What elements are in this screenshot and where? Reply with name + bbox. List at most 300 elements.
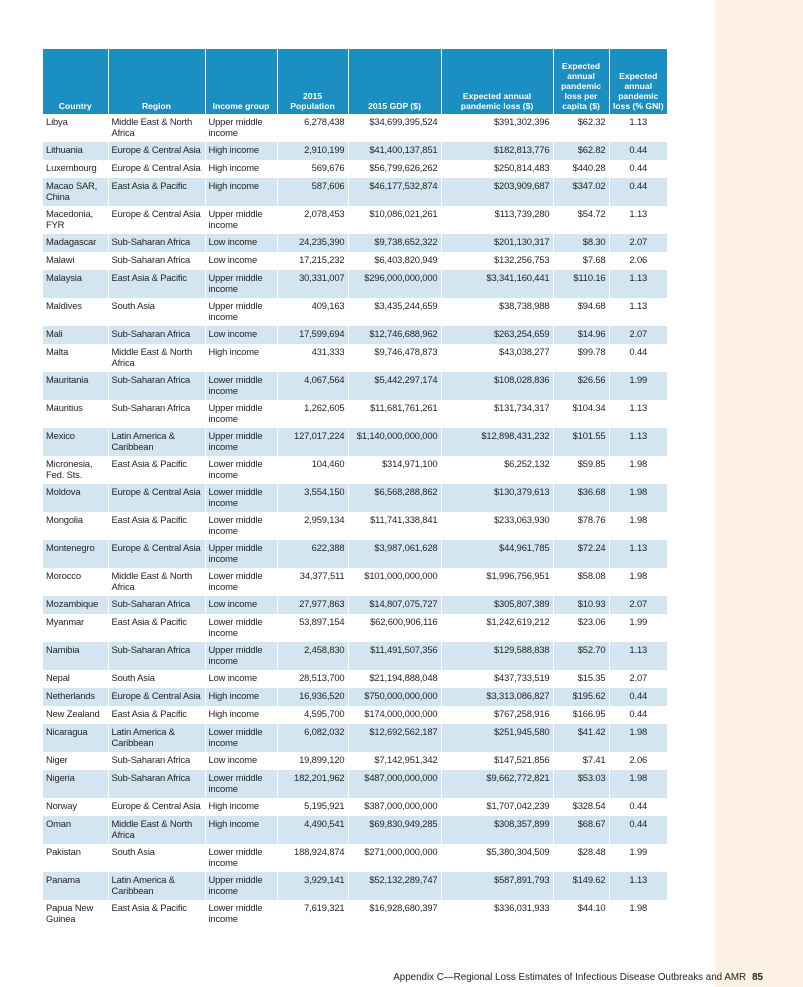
cell-region: Europe & Central Asia [108,142,205,160]
table-row [43,540,667,568]
cell-country: Namibia [43,642,108,670]
cell-population: 4,490,541 [277,816,348,844]
cell-region: East Asia & Pacific [108,900,205,928]
cell-income-group: High income [205,816,277,844]
cell-loss-gni: 1.99 [609,372,667,400]
cell-gdp: $16,928,680,397 [348,900,441,928]
cell-region: East Asia & Pacific [108,270,205,298]
table-row [43,484,667,512]
cell-loss-per-capita: $101.55 [553,428,609,456]
cell-loss-per-capita: $54.72 [553,206,609,234]
cell-pandemic-loss: $38,738,988 [441,298,553,326]
cell-country: Micronesia, Fed. Sts. [43,456,108,484]
cell-loss-per-capita: $15.35 [553,670,609,688]
cell-region: Latin America & Caribbean [108,428,205,456]
cell-loss-per-capita: $110.16 [553,270,609,298]
table-row [43,816,667,844]
cell-income-group: Low income [205,752,277,770]
cell-loss-gni: 2.06 [629,254,648,265]
cell-income-group: Upper middle income [205,298,277,326]
cell-region: South Asia [108,298,205,326]
cell-country: Malta [43,344,108,372]
cell-gdp: $10,086,021,261 [348,206,441,234]
cell-loss-gni: 1.13 [609,642,667,670]
cell-loss-gni: 2.06 [629,754,648,765]
cell-loss-per-capita: $347.02 [553,178,609,206]
cell-population: 622,388 [277,540,348,568]
cell-loss-gni: 0.44 [609,142,667,160]
cell-income-group: Low income [205,252,277,270]
cell-income-group: Low income [205,596,277,614]
cell-population: 188,924,874 [277,844,348,872]
cell-region: South Asia [108,844,205,872]
cell-country: Mexico [43,428,108,456]
table-row [43,596,667,614]
table-row [43,428,667,456]
cell-region: Europe & Central Asia [108,688,205,706]
loss-estimates-table-container [43,49,667,928]
table-header [43,49,667,114]
cell-income-group: Upper middle income [205,540,277,568]
cell-country: Macao SAR, China [43,178,108,206]
table-row [43,512,667,540]
cell-loss-gni: 1.98 [629,902,648,913]
cell-population: 2,959,134 [277,512,348,540]
cell-pandemic-loss: $1,707,042,239 [441,798,553,816]
cell-population: 30,331,007 [277,270,348,298]
cell-loss-gni: 0.44 [629,800,648,811]
cell-pandemic-loss: $250,814,483 [441,160,553,178]
cell-pandemic-loss: $201,130,317 [441,234,553,252]
cell-population: 127,017,224 [277,428,348,456]
cell-region: East Asia & Pacific [108,456,205,484]
cell-pandemic-loss: $6,252,132 [441,456,553,484]
cell-income-group: Low income [205,670,277,688]
cell-loss-per-capita: $440.28 [553,160,609,178]
table-row [43,872,667,900]
cell-region: Middle East & North Africa [108,114,205,142]
table-row [43,844,667,872]
cell-region: East Asia & Pacific [108,512,205,540]
cell-country: Niger [43,752,108,770]
cell-gdp: $14,807,075,727 [348,596,441,614]
loss-estimates-table [43,49,667,928]
cell-income-group: Lower middle income [205,614,277,642]
cell-pandemic-loss: $5,380,304,509 [441,844,553,872]
cell-income-group: Upper middle income [205,114,277,142]
cell-loss-per-capita: $62.32 [553,114,609,142]
cell-loss-per-capita: $195.62 [553,688,609,706]
cell-loss-gni: 1.13 [629,402,648,413]
cell-pandemic-loss: $129,588,838 [441,642,553,670]
cell-gdp: $296,000,000,000 [348,270,441,298]
cell-population: 4,595,700 [277,706,348,724]
cell-pandemic-loss: $131,734,317 [441,400,553,428]
cell-loss-gni: 1.98 [629,458,648,469]
table-row [43,372,667,400]
table-row [43,344,667,372]
cell-pandemic-loss: $3,313,086,827 [441,688,553,706]
cell-pandemic-loss: $233,063,930 [441,512,553,540]
cell-gdp: $62,600,906,116 [348,614,441,642]
table-row [43,798,667,816]
cell-region: East Asia & Pacific [108,706,205,724]
cell-population: 17,215,232 [277,252,348,270]
cell-income-group: High income [205,178,277,206]
cell-country: Libya [43,114,108,142]
cell-gdp: $174,000,000,000 [348,706,441,724]
cell-income-group: High income [205,688,277,706]
cell-pandemic-loss: $182,813,776 [441,142,553,160]
header-gdp: 2015 GDP ($) [348,49,441,114]
cell-region: South Asia [108,670,205,688]
cell-country: Mauritania [43,372,108,400]
cell-pandemic-loss: $3,341,160,441 [441,270,553,298]
cell-country: Mongolia [43,512,108,540]
cell-loss-per-capita: $8.30 [553,234,609,252]
cell-region: Sub-Saharan Africa [108,770,205,798]
cell-population: 431,333 [277,344,348,372]
cell-region: Sub-Saharan Africa [108,752,205,770]
table-row [43,456,667,484]
cell-population: 7,619,321 [277,900,348,928]
cell-loss-per-capita: $23.06 [553,614,609,642]
cell-gdp: $271,000,000,000 [348,844,441,872]
table-row [43,670,667,688]
cell-pandemic-loss: $12,898,431,232 [441,428,553,456]
cell-country: Nicaragua [43,724,108,752]
cell-population: 5,195,921 [277,798,348,816]
cell-loss-gni: 1.98 [629,570,648,581]
cell-region: Sub-Saharan Africa [108,642,205,670]
cell-loss-gni: 0.44 [629,346,648,357]
cell-gdp: $9,738,652,322 [348,234,441,252]
cell-pandemic-loss: $43,038,277 [441,344,553,372]
cell-gdp: $7,142,951,342 [348,752,441,770]
table-row [43,114,667,142]
cell-population: 19,899,120 [277,752,348,770]
table-row [43,688,667,706]
cell-income-group: High income [205,798,277,816]
cell-gdp: $56,799,626,262 [348,160,441,178]
cell-country: Luxembourg [43,160,108,178]
cell-gdp: $101,000,000,000 [348,568,441,596]
cell-loss-gni: 2.07 [609,596,667,614]
cell-income-group: Low income [205,326,277,344]
cell-gdp: $41,400,137,851 [348,142,441,160]
cell-gdp: $52,132,289,747 [348,872,441,900]
cell-income-group: Lower middle income [205,770,277,798]
cell-loss-gni: 1.13 [609,270,667,298]
header-loss-gni: Expected annual pandemic loss (% GNI) [609,49,667,114]
cell-gdp: $9,746,478,873 [348,344,441,372]
cell-loss-per-capita: $68.67 [553,816,609,844]
cell-gdp: $5,442,297,174 [348,372,441,400]
table-row [43,298,667,326]
cell-gdp: $3,435,244,659 [348,298,441,326]
cell-gdp: $11,741,338,841 [348,512,441,540]
cell-region: Sub-Saharan Africa [108,596,205,614]
cell-country: Norway [43,798,108,816]
cell-loss-gni: 1.13 [609,540,667,568]
cell-population: 4,067,564 [277,372,348,400]
cell-region: Sub-Saharan Africa [108,372,205,400]
page-footer [393,972,763,983]
table-row [43,160,667,178]
cell-loss-gni: 0.44 [609,178,667,206]
table-row [43,234,667,252]
cell-income-group: Lower middle income [205,456,277,484]
cell-population: 27,977,863 [277,596,348,614]
header-income-group: Income group [205,49,277,114]
cell-gdp: $21,194,888,048 [348,670,441,688]
cell-pandemic-loss: $336,031,933 [441,900,553,928]
cell-income-group: Lower middle income [205,724,277,752]
header-region: Region [108,49,205,114]
cell-gdp: $12,746,688,962 [348,326,441,344]
cell-loss-gni: 0.44 [609,688,667,706]
cell-gdp: $314,971,100 [348,456,441,484]
cell-pandemic-loss: $130,379,613 [441,484,553,512]
cell-pandemic-loss: $203,909,687 [441,178,553,206]
table-row [43,178,667,206]
cell-income-group: Upper middle income [205,428,277,456]
cell-income-group: Upper middle income [205,270,277,298]
cell-region: Middle East & North Africa [108,816,205,844]
cell-population: 17,599,694 [277,326,348,344]
cell-population: 587,606 [277,178,348,206]
cell-loss-per-capita: $72.24 [553,540,609,568]
cell-loss-per-capita: $104.34 [553,400,609,428]
cell-region: Sub-Saharan Africa [108,326,205,344]
cell-population: 104,460 [277,456,348,484]
cell-loss-per-capita: $28.48 [553,844,609,872]
cell-loss-per-capita: $53.03 [553,770,609,798]
cell-loss-gni: 1.98 [609,724,667,752]
cell-region: Sub-Saharan Africa [108,400,205,428]
cell-loss-per-capita: $99.78 [553,344,609,372]
cell-gdp: $69,830,949,285 [348,816,441,844]
cell-loss-per-capita: $166.95 [553,706,609,724]
cell-country: Oman [43,816,108,844]
cell-income-group: Low income [205,234,277,252]
cell-region: Europe & Central Asia [108,484,205,512]
cell-country: Lithuania [43,142,108,160]
cell-loss-gni: 1.13 [629,208,648,219]
cell-gdp: $387,000,000,000 [348,798,441,816]
cell-country: Malawi [43,252,108,270]
cell-country: Mauritius [43,400,108,428]
cell-loss-gni: 0.44 [629,162,648,173]
cell-region: Middle East & North Africa [108,344,205,372]
cell-pandemic-loss: $1,996,756,951 [441,568,553,596]
cell-pandemic-loss: $108,028,836 [441,372,553,400]
cell-country: Nigeria [43,770,108,798]
cell-loss-per-capita: $58.08 [553,568,609,596]
header-population: 2015 Population [277,49,348,114]
cell-country: Morocco [43,568,108,596]
cell-country: Myanmar [43,614,108,642]
cell-pandemic-loss: $391,302,396 [441,114,553,142]
side-margin-band [715,0,803,987]
cell-loss-gni: 1.13 [609,428,667,456]
cell-region: East Asia & Pacific [108,178,205,206]
table-row [43,400,667,428]
cell-loss-per-capita: $52.70 [553,642,609,670]
cell-population: 24,235,390 [277,234,348,252]
cell-gdp: $11,491,507,356 [348,642,441,670]
cell-loss-per-capita: $7.68 [553,252,609,270]
cell-country: Nepal [43,670,108,688]
page-number: 85 [752,972,763,983]
cell-country: Mali [43,326,108,344]
cell-income-group: Lower middle income [205,372,277,400]
cell-income-group: Upper middle income [205,872,277,900]
cell-population: 569,676 [277,160,348,178]
cell-country: Panama [43,872,108,900]
cell-region: East Asia & Pacific [108,614,205,642]
cell-gdp: $750,000,000,000 [348,688,441,706]
table-row [43,724,667,752]
cell-income-group: High income [205,142,277,160]
table-row [43,614,667,642]
cell-population: 34,377,511 [277,568,348,596]
table-body [43,114,667,928]
cell-population: 3,554,150 [277,484,348,512]
cell-population: 16,936,520 [277,688,348,706]
cell-country: Madagascar [43,234,108,252]
cell-income-group: High income [205,344,277,372]
cell-income-group: Upper middle income [205,400,277,428]
cell-loss-per-capita: $26.56 [553,372,609,400]
cell-country: Mozambique [43,596,108,614]
cell-population: 409,163 [277,298,348,326]
cell-gdp: $34,699,395,524 [348,114,441,142]
cell-pandemic-loss: $147,521,856 [441,752,553,770]
cell-region: Middle East & North Africa [108,568,205,596]
cell-loss-per-capita: $94.68 [553,298,609,326]
cell-income-group: Lower middle income [205,484,277,512]
table-row [43,252,667,270]
cell-pandemic-loss: $767,258,916 [441,706,553,724]
header-loss-per-capita: Expected annual pandemic loss per capita ($) [553,49,609,114]
cell-country: Netherlands [43,688,108,706]
cell-pandemic-loss: $437,733,519 [441,670,553,688]
cell-loss-gni: 1.98 [609,484,667,512]
cell-country: Moldova [43,484,108,512]
table-row [43,706,667,724]
cell-gdp: $3,987,061,628 [348,540,441,568]
cell-income-group: Upper middle income [205,206,277,234]
cell-income-group: Lower middle income [205,844,277,872]
cell-pandemic-loss: $44,961,785 [441,540,553,568]
table-row [43,142,667,160]
table-row [43,206,667,234]
footer-title: Appendix C—Regional Loss Estimates of Infectious Disease Outbreaks and AMR [393,972,747,983]
cell-country: Maldives [43,298,108,326]
cell-country: New Zealand [43,706,108,724]
cell-loss-gni: 2.07 [629,672,648,683]
cell-loss-gni: 1.99 [629,616,648,627]
cell-loss-gni: 0.44 [629,708,648,719]
cell-pandemic-loss: $305,807,389 [441,596,553,614]
cell-population: 1,262,605 [277,400,348,428]
cell-country: Papua New Guinea [43,900,108,928]
cell-pandemic-loss: $9,662,772,821 [441,770,553,798]
cell-population: 6,082,032 [277,724,348,752]
cell-gdp: $487,000,000,000 [348,770,441,798]
cell-loss-gni: 1.13 [629,300,648,311]
cell-pandemic-loss: $587,891,793 [441,872,553,900]
table-row [43,270,667,298]
cell-region: Latin America & Caribbean [108,872,205,900]
cell-income-group: Lower middle income [205,512,277,540]
cell-pandemic-loss: $1,242,619,212 [441,614,553,642]
table-row [43,642,667,670]
cell-loss-per-capita: $36.68 [553,484,609,512]
table-row [43,900,667,928]
cell-pandemic-loss: $132,256,753 [441,252,553,270]
cell-gdp: $1,140,000,000,000 [348,428,441,456]
cell-loss-per-capita: $62.82 [553,142,609,160]
cell-loss-gni: 2.07 [609,234,667,252]
cell-loss-gni: 1.13 [609,872,667,900]
cell-income-group: Upper middle income [205,642,277,670]
cell-population: 2,910,199 [277,142,348,160]
cell-pandemic-loss: $308,357,899 [441,816,553,844]
cell-country: Macedonia, FYR [43,206,108,234]
cell-gdp: $12,692,562,187 [348,724,441,752]
table-row [43,568,667,596]
cell-loss-per-capita: $7.41 [553,752,609,770]
cell-income-group: Lower middle income [205,568,277,596]
cell-population: 2,458,830 [277,642,348,670]
header-country: Country [43,49,108,114]
cell-loss-gni: 2.07 [609,326,667,344]
cell-income-group: High income [205,706,277,724]
cell-income-group: Lower middle income [205,900,277,928]
cell-population: 3,929,141 [277,872,348,900]
cell-gdp: $46,177,532,874 [348,178,441,206]
cell-country: Montenegro [43,540,108,568]
table-row [43,752,667,770]
cell-population: 28,513,700 [277,670,348,688]
cell-region: Europe & Central Asia [108,540,205,568]
cell-loss-per-capita: $41.42 [553,724,609,752]
cell-region: Sub-Saharan Africa [108,234,205,252]
cell-region: Europe & Central Asia [108,798,205,816]
cell-region: Europe & Central Asia [108,206,205,234]
cell-gdp: $6,568,288,862 [348,484,441,512]
cell-pandemic-loss: $263,254,659 [441,326,553,344]
cell-loss-per-capita: $149.62 [553,872,609,900]
cell-loss-gni: 1.99 [629,846,648,857]
table-row [43,770,667,798]
cell-population: 182,201,962 [277,770,348,798]
cell-region: Latin America & Caribbean [108,724,205,752]
cell-region: Sub-Saharan Africa [108,252,205,270]
cell-loss-gni: 1.13 [629,116,648,127]
header-pandemic-loss: Expected annual pandemic loss ($) [441,49,553,114]
cell-country: Malaysia [43,270,108,298]
cell-loss-gni: 1.98 [629,514,648,525]
cell-loss-gni: 1.98 [609,770,667,798]
cell-population: 2,078,453 [277,206,348,234]
cell-loss-per-capita: $78.76 [553,512,609,540]
cell-loss-per-capita: $59.85 [553,456,609,484]
cell-loss-per-capita: $44.10 [553,900,609,928]
cell-gdp: $11,681,761,261 [348,400,441,428]
